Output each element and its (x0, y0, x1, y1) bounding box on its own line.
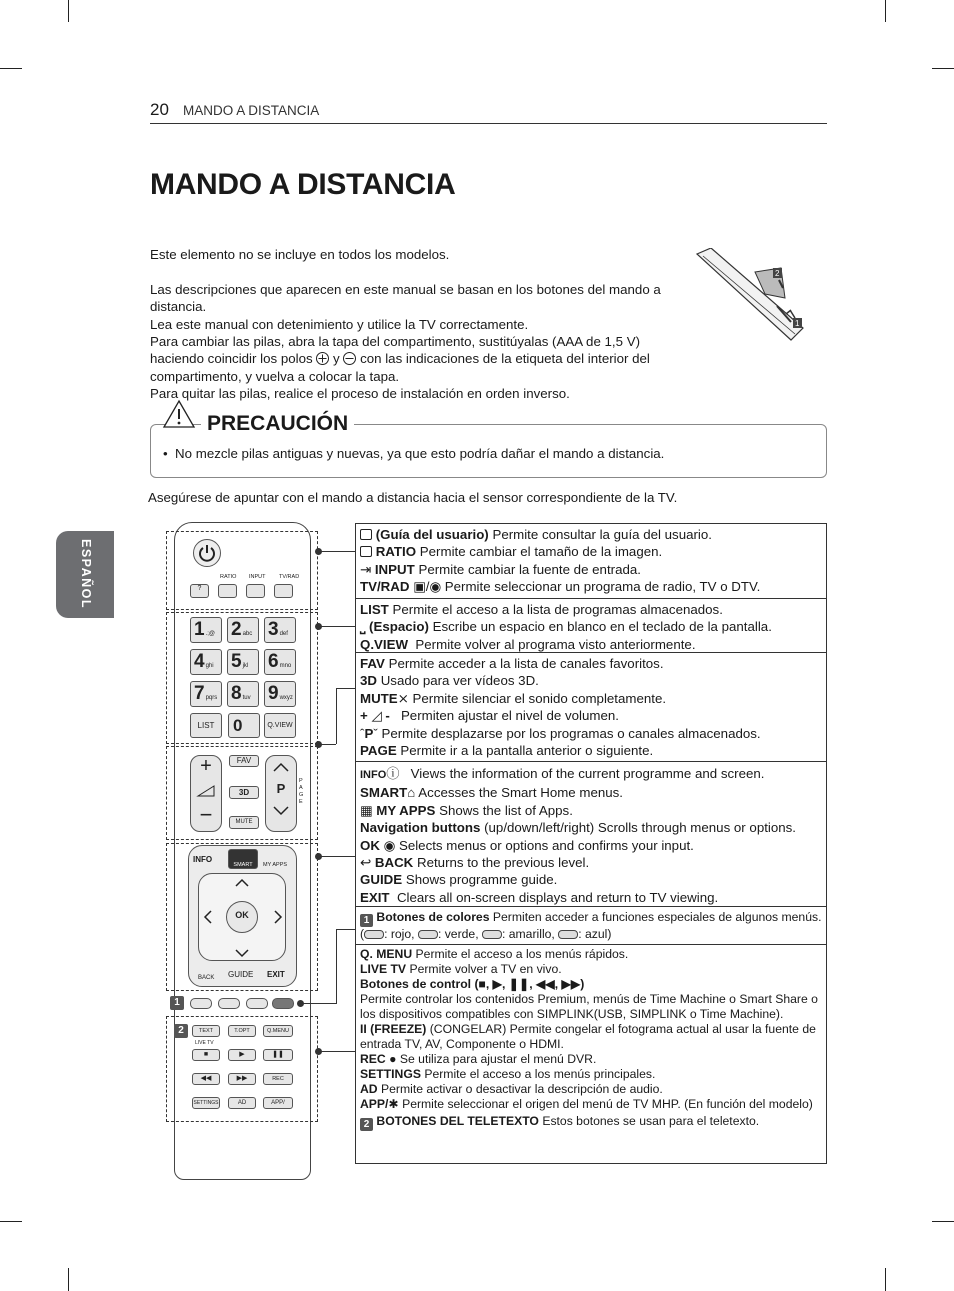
fav-button[interactable]: FAV (229, 755, 259, 767)
warning-icon (162, 399, 196, 429)
volume-down-icon: − (199, 802, 213, 827)
intro-line: Para quitar las pilas, realice el proceso de instalación en orden inverso. (150, 386, 570, 401)
number-key-5[interactable]: 5jkl (227, 649, 259, 675)
connector-line (336, 688, 355, 689)
page-label: PAGE (299, 778, 304, 805)
number-key-7[interactable]: 7pqrs (190, 681, 222, 707)
crop-mark (68, 0, 69, 22)
tvrad-label: TV/RAD (279, 574, 300, 580)
myapps-button[interactable]: MY APPS (263, 862, 288, 868)
green-key-icon (418, 930, 438, 939)
desc-row-2: LIST Permite el acceso a la lista de programas almacenados. ⎵ (Espacio) Escribe un espacio en blanco en el teclado de la pantalla. Q.VIEW Permite volver al programa visto anteriormente. (355, 598, 827, 652)
group-box (166, 1016, 318, 1122)
volume-up-icon: + (200, 755, 212, 777)
rec-button[interactable]: REC (263, 1073, 293, 1085)
rec-dot-icon: ● (389, 1052, 397, 1066)
ok-button[interactable]: OK (226, 901, 258, 933)
number-key-8[interactable]: 8tuv (227, 681, 259, 707)
desc-row-3: FAV Permite acceder a la lista de canales favoritos. 3D Usado para ver vídeos 3D. MUTE⨯ Permite silenciar el sonido completamente. + ◿ - Permiten ajustar el nivel de volumen. ˆPˇ Permite desplazarse por los programas o canales almacenados. PAGE Permite ir a la pantalla anterior o siguiente. (355, 652, 827, 761)
rewind-button[interactable]: ◀◀ (192, 1073, 220, 1085)
battery-step-2: 2 (775, 269, 780, 278)
exit-button[interactable]: EXIT (267, 970, 285, 979)
qview-button[interactable]: Q.VIEW (264, 713, 296, 738)
apps-grid-icon: ▦ (360, 802, 373, 818)
input-icon: ⇥ (360, 561, 372, 577)
teletext-group-marker: 2 (174, 1024, 188, 1038)
stop-button[interactable]: ■ (192, 1049, 220, 1061)
group-box (166, 843, 318, 991)
crop-mark (0, 1221, 22, 1222)
battery-illustration (695, 248, 810, 343)
battery-step-1: 1 (795, 319, 800, 328)
color-group-marker: 1 (170, 996, 184, 1010)
volume-icon: ◿ (371, 708, 382, 724)
yellow-key-icon (482, 930, 502, 939)
connector-line (318, 856, 355, 857)
number-key-9[interactable]: 9wxyz (264, 681, 296, 707)
connector-line (318, 1051, 355, 1052)
ok-icon: ◉ (383, 837, 396, 853)
caution-title: PRECAUCIÓN (201, 412, 354, 436)
crop-mark (885, 1268, 886, 1291)
blue-key-icon (558, 930, 578, 939)
settings-button[interactable]: SETTINGS (192, 1097, 220, 1109)
section-title: MANDO A DISTANCIA (183, 103, 320, 118)
intro-line: compartimento, y vuelva a colocar la tapa. (150, 369, 400, 384)
space-icon: ⎵ (360, 619, 366, 635)
tv-radio-icon: ▣/◉ (413, 579, 442, 595)
app-button[interactable]: APP/ (263, 1097, 293, 1109)
3d-button[interactable]: 3D (229, 786, 259, 799)
group-box (166, 746, 318, 840)
crop-mark (68, 1268, 69, 1291)
connector-line (336, 688, 337, 744)
intro-line: haciendo coincidir los polos y con las indicaciones de la etiqueta del interior del (150, 351, 650, 366)
connector-line (318, 626, 355, 627)
connector-line (336, 929, 355, 930)
group-box (166, 612, 318, 744)
page-number: 20 (150, 100, 169, 119)
number-key-1[interactable]: 1.;@ (190, 617, 222, 643)
user-guide-icon (360, 529, 372, 540)
pause-button[interactable]: ❚❚ (263, 1049, 293, 1061)
red-button[interactable] (190, 998, 212, 1009)
qmenu-button[interactable]: Q.MENU (263, 1025, 293, 1037)
page-title: MANDO A DISTANCIA (150, 168, 456, 201)
back-button[interactable]: BACK (198, 975, 215, 981)
caution-bullet: • No mezcle pilas antiguas y nuevas, ya que esto podría dañar el mando a distancia. (163, 446, 665, 461)
blue-button[interactable] (272, 998, 294, 1009)
intro-line: Las descripciones que aparecen en este manual se basan en los botones del mando a distancia. (150, 282, 661, 315)
info-button[interactable]: INFO (193, 855, 213, 864)
crop-mark (932, 1221, 954, 1222)
input-label: INPUT (249, 574, 266, 580)
number-key-4[interactable]: 4ghi (190, 649, 222, 675)
info-icon: ⓘ (386, 766, 400, 781)
desc-row-5: 1 Botones de colores Permiten acceder a funciones especiales de algunos menús. ( : rojo, : verde, : amarillo, : azul) (355, 906, 827, 944)
connector-line (318, 744, 336, 745)
crop-mark (932, 68, 954, 69)
connector-line (300, 1003, 336, 1004)
back-icon: ↩ (360, 855, 372, 871)
crop-mark (0, 68, 22, 69)
intro-line: Para cambiar las pilas, abra la tapa del compartimento, sustitúyalas (AAA de 1,5 V) (150, 334, 641, 349)
ratio-label: RATIO (220, 574, 237, 580)
green-button[interactable] (218, 998, 240, 1009)
3d-icon: 3D (360, 673, 377, 689)
plus-pole-icon (316, 352, 329, 365)
crop-mark (885, 0, 886, 22)
livetv-label: LIVE TV (195, 1040, 214, 1046)
mute-button[interactable]: MUTE (229, 816, 259, 829)
desc-row-4: INFOⓘ Views the information of the current programme and screen. SMART⌂ Accesses the Smart Home menus. ▦ MY APPS Shows the list of Apps. Navigation buttons (up/down/left/right) Scrolls through menus or options. OK ◉ Selects menus or options and confirms your input. ↩ BACK Returns to the previous level. GUIDE Shows programme guide. EXIT Clears all on-screen displays and return to TV viewing. (355, 761, 827, 906)
desc-row-6: Q. MENU Permite el acceso a los menús rápidos. LIVE TV Permite volver a TV en vivo. Botones de control (■, ▶, ❚❚, ◀◀, ▶▶) Permite controlar los contenidos Premium, menús de Time Machine o Smart Share o los dispositivos compatibles con SIMPLINK(USB, SIMPLINK o Time Machine). II (FREEZE) (CONGELAR) Permite congelar el fotograma actual al usar la fuente de entrada TV, AV, Componente o HDMI. REC ● Se utiliza para ajustar el menú DVR. SETTINGS Permite el acceso a los menús principales. AD Permite activar o desactivar la descripción de audio. APP/✱ Permite seleccionar el origen del menú de TV MHP. (En función del modelo) 2 BOTONES DEL TELETEXTO Estos botones se usan para el teletexto. (355, 944, 827, 1164)
intro-line: Lea este manual con detenimiento y utilice la TV correctamente. (150, 317, 529, 332)
ad-button[interactable]: AD (228, 1097, 256, 1109)
page-header (150, 100, 827, 124)
text-button[interactable]: TEXT (192, 1025, 220, 1037)
zero-button[interactable]: 0 (228, 713, 260, 738)
topt-button[interactable]: T.OPT (228, 1025, 256, 1037)
program-label: P (276, 781, 286, 796)
home-icon: ⌂ (407, 785, 416, 801)
guide-button[interactable]: GUIDE (228, 970, 254, 979)
group-box (166, 531, 318, 610)
yellow-button[interactable] (246, 998, 268, 1009)
intro-line: Este elemento no se incluye en todos los modelos. (150, 247, 450, 262)
number-key-3[interactable]: 3def (264, 617, 296, 643)
list-button[interactable]: LIST (190, 713, 222, 738)
aim-note: Asegúrese de apuntar con el mando a distancia hacia el sensor correspondiente de la TV. (148, 490, 678, 505)
asterisk-icon: ✱ (388, 1097, 399, 1111)
connector-line (336, 929, 337, 1004)
connector-line (318, 551, 355, 552)
caution-box (150, 412, 827, 478)
number-key-2[interactable]: 2abc (227, 617, 259, 643)
chevron-up-icon: ˆ (360, 725, 365, 741)
red-key-icon (364, 930, 384, 939)
forward-button[interactable]: ▶▶ (228, 1073, 256, 1085)
smart-button[interactable]: SMART (228, 849, 258, 869)
language-tab: ESPAÑOL (56, 531, 114, 618)
ratio-icon (360, 546, 372, 557)
mute-icon: ⨯ (397, 690, 409, 706)
play-button[interactable]: ▶ (228, 1049, 256, 1061)
desc-row-1: (Guía del usuario) Permite consultar la guía del usuario. RATIO Permite cambiar el tamaño de la imagen. ⇥ INPUT Permite cambiar la fuente de entrada. TV/RAD ▣/◉ Permite seleccionar un programa de radio, TV o DTV. (355, 523, 827, 598)
chevron-down-icon: ˇ (373, 725, 378, 741)
minus-pole-icon (343, 352, 356, 365)
number-key-6[interactable]: 6mno (264, 649, 296, 675)
user-guide-button[interactable]: ? (190, 584, 209, 598)
